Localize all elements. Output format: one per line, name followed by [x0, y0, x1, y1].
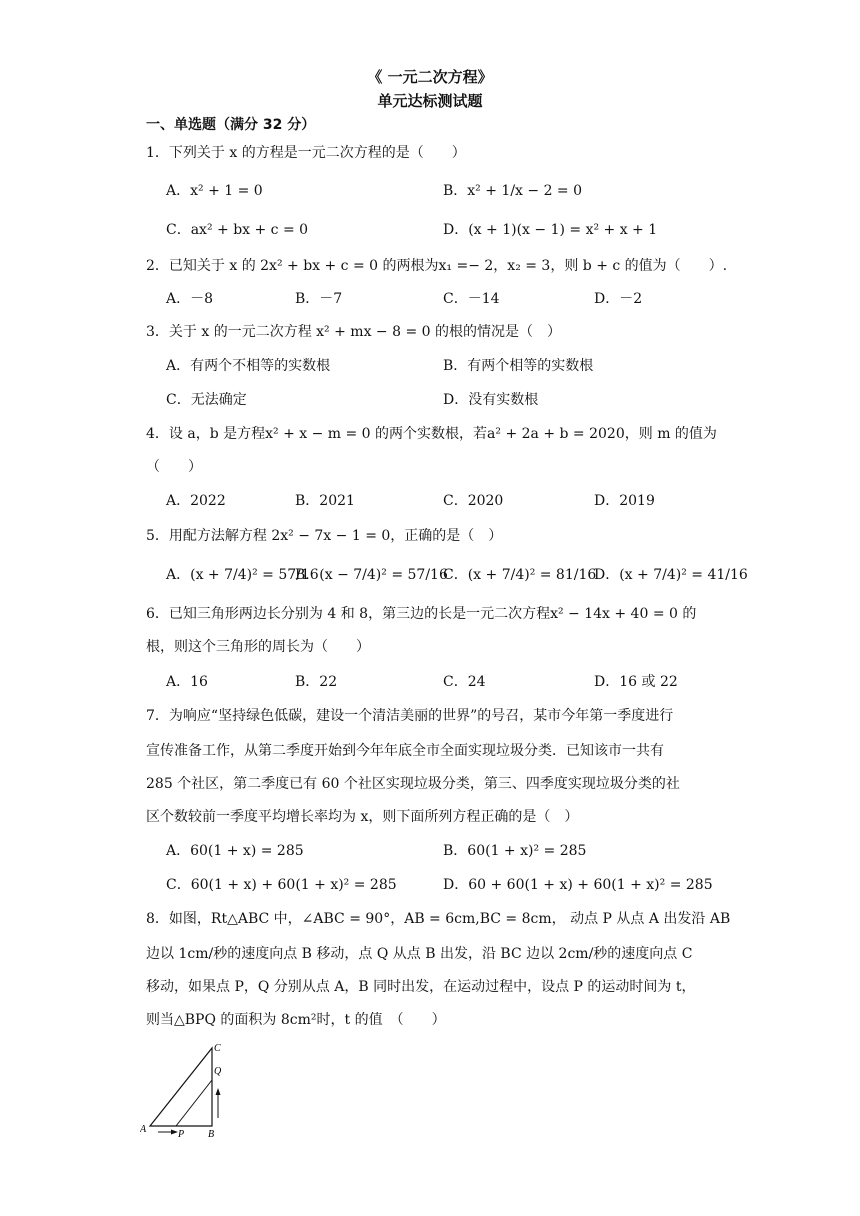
question-6-stem-line1: 6．已知三角形两边长分别为 4 和 8，第三边的长是一元二次方程x² − 14x + 40 = 0 的 — [146, 606, 697, 622]
question-6-option-c: C．24 — [443, 674, 486, 690]
question-4-stem-line1: 4．设 a，b 是方程x² + x − m = 0 的两个实数根，若a² + 2a + b = 2020，则 m 的值为 — [146, 426, 717, 442]
question-2-option-d: D．－2 — [594, 291, 643, 307]
question-7-stem-line1: 7．为响应“坚持绿色低碳，建设一个清洁美丽的世界”的号召，某市今年第一季度进行 — [146, 708, 674, 724]
question-3-stem: 3．关于 x 的一元二次方程 x² + mx − 8 = 0 的根的情况是（ ） — [146, 324, 561, 340]
question-3-option-b: B．有两个相等的实数根 — [443, 358, 594, 374]
question-4-option-c: C．2020 — [443, 493, 504, 509]
question-8-stem-line4: 则当△BPQ 的面积为 8cm²时，t 的值 （ ） — [146, 1012, 446, 1028]
question-7-option-a: A．60(1 + x) = 285 — [166, 843, 304, 859]
label-q: Q — [214, 1066, 222, 1077]
question-8-stem-line2: 边以 1cm/秒的速度向点 B 移动，点 Q 从点 B 出发，沿 BC 边以 2cm/秒的速度向点 C — [146, 946, 693, 962]
question-8-stem-line1: 8．如图，Rt△ABC 中，∠ABC = 90°，AB = 6cm,BC = 8cm， 动点 P 从点 A 出发沿 AB — [146, 911, 731, 927]
label-a: A — [140, 1124, 147, 1135]
question-3-option-c: C．无法确定 — [166, 392, 247, 408]
exam-subtitle: 单元达标测试题 — [377, 92, 483, 110]
question-1-option-c: C．ax² + bx + c = 0 — [166, 222, 309, 238]
triangle-abc — [150, 1048, 212, 1126]
question-3-option-a: A．有两个不相等的实数根 — [166, 358, 331, 374]
question-1-option-a: A．x² + 1 = 0 — [166, 183, 263, 199]
question-1-stem: 1．下列关于 x 的方程是一元二次方程的是（ ） — [146, 145, 466, 161]
question-5-option-a: A．(x + 7/4)² = 57/16 — [166, 567, 319, 583]
question-7-option-d: D．60 + 60(1 + x) + 60(1 + x)² = 285 — [443, 877, 713, 893]
question-7-stem-line3: 285 个社区，第二季度已有 60 个社区实现垃圾分类，第三、四季度实现垃圾分类的社 — [146, 776, 680, 792]
question-7-stem-line2: 宣传准备工作，从第二季度开始到今年年底全市全面实现垃圾分类．已知该市一共有 — [146, 743, 664, 759]
question-5-option-c: C．(x + 7/4)² = 81/16 — [443, 567, 597, 583]
question-5-option-d: D．(x + 7/4)² = 41/16 — [594, 567, 748, 583]
question-1-option-b: B．x² + 1/x − 2 = 0 — [443, 183, 583, 199]
question-7-option-b: B．60(1 + x)² = 285 — [443, 843, 587, 859]
question-4-option-b: B．2021 — [295, 493, 355, 509]
question-2-option-c: C．－14 — [443, 291, 500, 307]
triangle-figure — [140, 1040, 240, 1140]
question-7-option-c: C．60(1 + x) + 60(1 + x)² = 285 — [166, 877, 397, 893]
question-4-stem-line2: （ ） — [146, 459, 202, 475]
question-2-stem: 2．已知关于 x 的 2x² + bx + c = 0 的两根为x₁ =− 2，x₂ = 3，则 b + c 的值为（ ）. — [146, 258, 728, 274]
question-3-option-d: D．没有实数根 — [443, 392, 539, 408]
arrow-up-head-icon — [216, 1088, 221, 1095]
label-p: P — [178, 1129, 185, 1140]
question-4-option-d: D．2019 — [594, 493, 655, 509]
question-7-stem-line4: 区个数较前一季度平均增长率均为 x，则下面所列方程正确的是（ ） — [146, 809, 579, 825]
question-2-option-b: B．－7 — [295, 291, 343, 307]
question-6-option-b: B．22 — [295, 674, 338, 690]
exam-title: 《 一元二次方程》 — [367, 68, 493, 86]
question-5-option-b: B．(x − 7/4)² = 57/16 — [295, 567, 448, 583]
arrow-right-head-icon — [171, 1130, 178, 1135]
question-6-stem-line2: 根，则这个三角形的周长为（ ） — [146, 639, 370, 655]
question-8-stem-line3: 移动，如果点 P，Q 分别从点 A，B 同时出发，在运动过程中，设点 P 的运动时间为 t， — [146, 979, 696, 995]
label-c: C — [214, 1043, 221, 1054]
question-1-option-d: D．(x + 1)(x − 1) = x² + x + 1 — [443, 222, 658, 238]
question-5-stem: 5．用配方法解方程 2x² − 7x − 1 = 0，正确的是（ ） — [146, 528, 503, 544]
question-4-option-a: A．2022 — [166, 493, 226, 509]
section-heading: 一、单选题（满分 32 分） — [146, 117, 316, 133]
label-b: B — [208, 1129, 215, 1140]
question-6-option-d: D．16 或 22 — [594, 674, 678, 690]
question-2-option-a: A．－8 — [166, 291, 214, 307]
question-6-option-a: A．16 — [166, 674, 208, 690]
